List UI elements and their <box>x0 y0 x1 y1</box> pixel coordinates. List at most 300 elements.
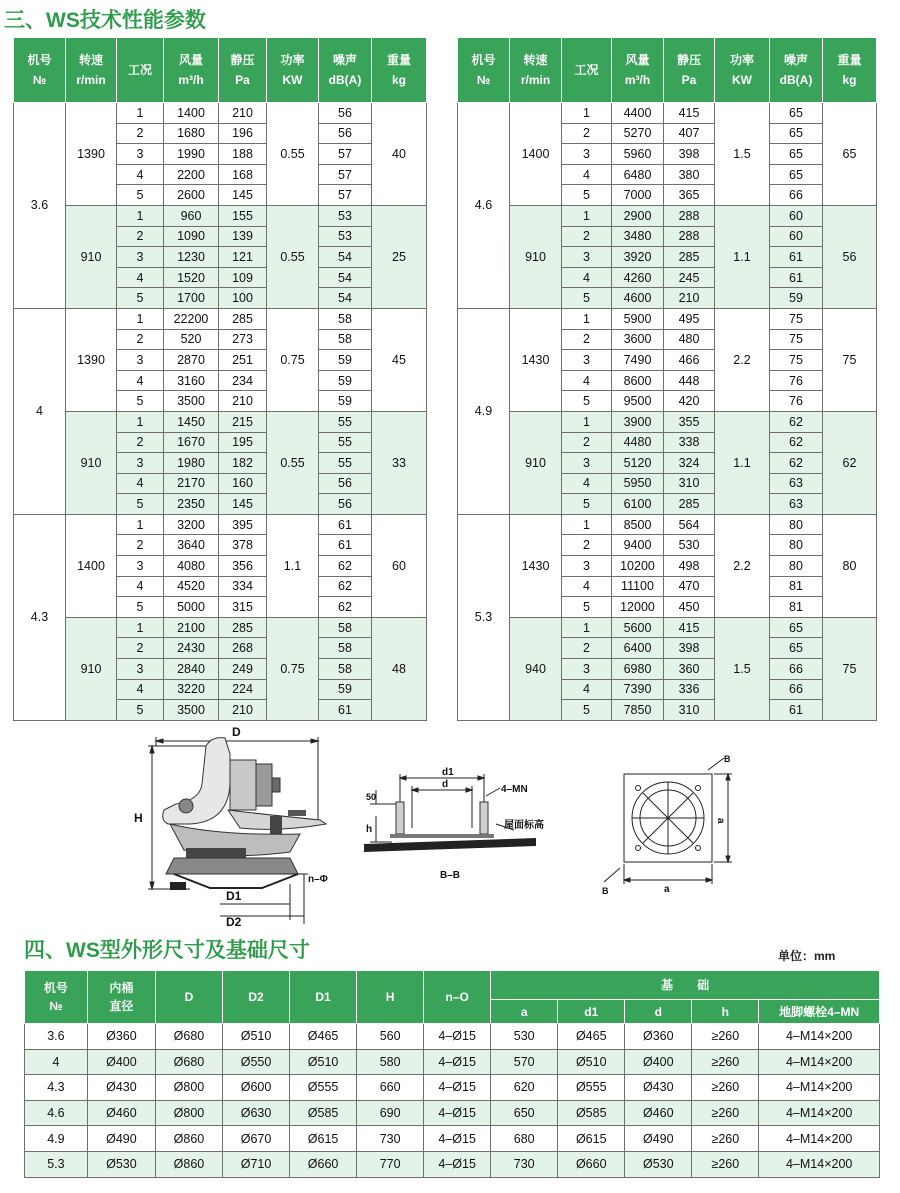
flow-cell: 2870 <box>164 350 219 371</box>
noise-cell: 58 <box>319 638 372 659</box>
power-cell: 1.5 <box>715 103 770 206</box>
plan-dim-a-bottom: a <box>664 884 670 895</box>
noise-cell: 65 <box>770 617 823 638</box>
speed-cell: 910 <box>66 617 117 720</box>
noise-cell: 65 <box>770 638 823 659</box>
pressure-cell: 448 <box>664 370 715 391</box>
pressure-cell: 356 <box>219 556 267 577</box>
pressure-cell: 188 <box>219 144 267 165</box>
mode-cell: 3 <box>117 144 164 165</box>
flow-cell: 8600 <box>612 370 664 391</box>
pressure-cell: 273 <box>219 329 267 350</box>
flow-cell: 1700 <box>164 288 219 309</box>
perf-header-weight: 重量 kg <box>823 38 877 103</box>
pressure-cell: 145 <box>219 185 267 206</box>
mode-cell: 5 <box>117 494 164 515</box>
power-cell: 0.55 <box>267 411 319 514</box>
pressure-cell: 407 <box>664 123 715 144</box>
dim-cell-bolt: 4–M14×200 <box>759 1126 880 1152</box>
noise-cell: 58 <box>319 308 372 329</box>
pressure-cell: 210 <box>664 288 715 309</box>
mode-cell: 4 <box>117 370 164 391</box>
mode-cell: 1 <box>117 103 164 124</box>
speed-cell: 1390 <box>66 103 117 206</box>
dim-header-n-o: n–O <box>424 971 491 1024</box>
pressure-cell: 288 <box>664 205 715 226</box>
dim-cell-a: 620 <box>491 1075 558 1101</box>
pressure-cell: 251 <box>219 350 267 371</box>
noise-cell: 59 <box>319 391 372 412</box>
perf-header-speed: 转速 r/min <box>66 38 117 103</box>
mode-cell: 2 <box>117 123 164 144</box>
perf-header-power: 功率 KW <box>267 38 319 103</box>
perf-header-noise: 噪声 dB(A) <box>319 38 372 103</box>
weight-cell: 80 <box>823 514 877 617</box>
noise-cell: 63 <box>770 473 823 494</box>
dim-cell-no: 4.9 <box>25 1126 88 1152</box>
pressure-cell: 398 <box>664 144 715 165</box>
dim-cell-d1: Ø585 <box>558 1100 625 1126</box>
noise-cell: 55 <box>319 411 372 432</box>
flow-cell: 9500 <box>612 391 664 412</box>
dim-cell-n-o: 4–Ø15 <box>424 1049 491 1075</box>
flow-cell: 1680 <box>164 123 219 144</box>
dim-cell-d: Ø460 <box>625 1100 692 1126</box>
dim-row <box>25 1126 880 1152</box>
weight-cell: 60 <box>372 514 427 617</box>
flow-cell: 7000 <box>612 185 664 206</box>
flow-cell: 520 <box>164 329 219 350</box>
mode-cell: 3 <box>562 247 612 268</box>
pressure-cell: 285 <box>219 308 267 329</box>
mode-cell: 4 <box>562 576 612 597</box>
flow-cell: 4080 <box>164 556 219 577</box>
noise-cell: 81 <box>770 597 823 618</box>
mode-cell: 5 <box>117 185 164 206</box>
mode-cell: 3 <box>562 659 612 680</box>
dim-cell-a: 570 <box>491 1049 558 1075</box>
pressure-cell: 380 <box>664 164 715 185</box>
dimension-table <box>24 970 880 1178</box>
foundation-plan-diagram <box>598 752 748 902</box>
noise-cell: 62 <box>770 411 823 432</box>
noise-cell: 60 <box>770 226 823 247</box>
dim-header-d1: d1 <box>558 1000 625 1024</box>
flow-cell: 1400 <box>164 103 219 124</box>
dim-cell-bolt: 4–M14×200 <box>759 1049 880 1075</box>
flow-cell: 1520 <box>164 267 219 288</box>
dim-cell-D1: Ø615 <box>290 1126 357 1152</box>
pressure-cell: 224 <box>219 679 267 700</box>
power-cell: 2.2 <box>715 514 770 617</box>
mode-cell: 5 <box>562 391 612 412</box>
noise-cell: 61 <box>319 535 372 556</box>
dim-cell-D: Ø860 <box>155 1151 222 1177</box>
mode-cell: 2 <box>562 226 612 247</box>
dim-row <box>25 1075 880 1101</box>
mode-cell: 1 <box>562 103 612 124</box>
machine-no-cell: 4 <box>14 308 66 514</box>
speed-cell: 1430 <box>510 308 562 411</box>
dim-cell-h: ≥260 <box>692 1049 759 1075</box>
dim-cell-bolt: 4–M14×200 <box>759 1151 880 1177</box>
dim-header-D2: D2 <box>223 971 290 1024</box>
section4-title: 四、WS型外形尺寸及基础尺寸 <box>24 939 310 962</box>
machine-no-cell: 4.6 <box>458 103 510 309</box>
perf-header-power: 功率 KW <box>715 38 770 103</box>
mode-cell: 5 <box>562 494 612 515</box>
pressure-cell: 336 <box>664 679 715 700</box>
noise-cell: 61 <box>770 247 823 268</box>
power-cell: 0.55 <box>267 205 319 308</box>
dim-cell-bolt: 4–M14×200 <box>759 1100 880 1126</box>
noise-cell: 59 <box>319 350 372 371</box>
speed-cell: 940 <box>510 617 562 720</box>
perf-header-mode: 工况 <box>562 38 612 103</box>
flow-cell: 22200 <box>164 308 219 329</box>
dim-header-anchor-bolt: 地脚螺栓4–MN <box>759 1000 880 1024</box>
weight-cell: 25 <box>372 205 427 308</box>
flow-cell: 1990 <box>164 144 219 165</box>
pressure-cell: 450 <box>664 597 715 618</box>
perf-header-flow: 风量 m³/h <box>164 38 219 103</box>
noise-cell: 61 <box>319 700 372 721</box>
plan-dim-a-side: a <box>715 818 726 824</box>
pressure-cell: 109 <box>219 267 267 288</box>
pressure-cell: 168 <box>219 164 267 185</box>
perf-row <box>14 103 427 124</box>
noise-cell: 75 <box>770 350 823 371</box>
noise-cell: 62 <box>319 556 372 577</box>
weight-cell: 56 <box>823 205 877 308</box>
weight-cell: 65 <box>823 103 877 206</box>
dim-header-a: a <box>491 1000 558 1024</box>
dim-cell-bolt: 4–M14×200 <box>759 1075 880 1101</box>
flow-cell: 3600 <box>612 329 664 350</box>
speed-cell: 1430 <box>510 514 562 617</box>
noise-cell: 65 <box>770 144 823 165</box>
flow-cell: 5600 <box>612 617 664 638</box>
mode-cell: 3 <box>117 247 164 268</box>
flow-cell: 960 <box>164 205 219 226</box>
noise-cell: 55 <box>319 453 372 474</box>
noise-cell: 75 <box>770 329 823 350</box>
speed-cell: 910 <box>66 411 117 514</box>
noise-cell: 53 <box>319 226 372 247</box>
dim-cell-a: 650 <box>491 1100 558 1126</box>
flow-cell: 3160 <box>164 370 219 391</box>
dim-header-d: d <box>625 1000 692 1024</box>
section3-title: 三、WS技术性能参数 <box>4 9 206 32</box>
dim-cell-d1: Ø465 <box>558 1024 625 1050</box>
flow-cell: 2840 <box>164 659 219 680</box>
mode-cell: 4 <box>117 679 164 700</box>
dim-cell-D2: Ø630 <box>223 1100 290 1126</box>
pressure-cell: 530 <box>664 535 715 556</box>
noise-cell: 56 <box>319 473 372 494</box>
mode-cell: 1 <box>562 308 612 329</box>
perf-row <box>458 308 877 329</box>
bb-dim-50: 50 <box>366 792 377 802</box>
dim-cell-inner: Ø400 <box>87 1049 155 1075</box>
dim-cell-h: ≥260 <box>692 1151 759 1177</box>
mode-cell: 2 <box>117 432 164 453</box>
weight-cell: 75 <box>823 308 877 411</box>
mode-cell: 1 <box>562 617 612 638</box>
dim-cell-n-o: 4–Ø15 <box>424 1024 491 1050</box>
pressure-cell: 310 <box>664 700 715 721</box>
mode-cell: 5 <box>562 700 612 721</box>
noise-cell: 80 <box>770 514 823 535</box>
noise-cell: 80 <box>770 556 823 577</box>
dim-cell-n-o: 4–Ø15 <box>424 1151 491 1177</box>
dim-cell-inner: Ø490 <box>87 1126 155 1152</box>
power-cell: 1.1 <box>715 411 770 514</box>
bb-label-4mn: 4–MN <box>501 784 528 795</box>
dim-cell-no: 5.3 <box>25 1151 88 1177</box>
dim-cell-inner: Ø360 <box>87 1024 155 1050</box>
flow-cell: 2170 <box>164 473 219 494</box>
pressure-cell: 310 <box>664 473 715 494</box>
flow-cell: 11100 <box>612 576 664 597</box>
dim-header-no: 机号 № <box>25 971 88 1024</box>
flow-cell: 12000 <box>612 597 664 618</box>
speed-cell: 910 <box>66 205 117 308</box>
dim-cell-D: Ø680 <box>155 1024 222 1050</box>
noise-cell: 55 <box>319 432 372 453</box>
mode-cell: 4 <box>562 473 612 494</box>
mode-cell: 2 <box>562 535 612 556</box>
pressure-cell: 195 <box>219 432 267 453</box>
speed-cell: 1390 <box>66 308 117 411</box>
flow-cell: 2600 <box>164 185 219 206</box>
flow-cell: 3200 <box>164 514 219 535</box>
dim-cell-a: 680 <box>491 1126 558 1152</box>
mode-cell: 4 <box>117 267 164 288</box>
mode-cell: 4 <box>117 473 164 494</box>
noise-cell: 62 <box>319 576 372 597</box>
perf-header-mode: 工况 <box>117 38 164 103</box>
machine-no-cell: 4.9 <box>458 308 510 514</box>
pressure-cell: 415 <box>664 103 715 124</box>
noise-cell: 58 <box>319 617 372 638</box>
speed-cell: 910 <box>510 411 562 514</box>
perf-row <box>458 514 877 535</box>
dim-cell-D1: Ø555 <box>290 1075 357 1101</box>
pressure-cell: 160 <box>219 473 267 494</box>
pressure-cell: 365 <box>664 185 715 206</box>
weight-cell: 33 <box>372 411 427 514</box>
flow-cell: 3920 <box>612 247 664 268</box>
dim-cell-a: 730 <box>491 1151 558 1177</box>
dim-header-D: D <box>155 971 222 1024</box>
perf-header-speed: 转速 r/min <box>510 38 562 103</box>
bb-label-roof-level: 屋面标高 <box>504 820 544 831</box>
fan-elevation-diagram <box>130 724 340 930</box>
mode-cell: 3 <box>117 350 164 371</box>
dim-cell-D2: Ø710 <box>223 1151 290 1177</box>
dim-cell-inner: Ø530 <box>87 1151 155 1177</box>
perf-row <box>14 308 427 329</box>
perf-header-pressure: 静压 Pa <box>219 38 267 103</box>
mode-cell: 4 <box>562 267 612 288</box>
pressure-cell: 395 <box>219 514 267 535</box>
noise-cell: 59 <box>319 679 372 700</box>
speed-cell: 910 <box>510 205 562 308</box>
mode-cell: 2 <box>562 123 612 144</box>
noise-cell: 57 <box>319 144 372 165</box>
flow-cell: 1450 <box>164 411 219 432</box>
pressure-cell: 145 <box>219 494 267 515</box>
flow-cell: 4400 <box>612 103 664 124</box>
perf-header-pressure: 静压 Pa <box>664 38 715 103</box>
flow-cell: 8500 <box>612 514 664 535</box>
fan-dim-H: H <box>134 811 143 825</box>
flow-cell: 4480 <box>612 432 664 453</box>
dim-header-foundation: 基 础 <box>491 971 880 1000</box>
mode-cell: 3 <box>562 350 612 371</box>
dim-cell-bolt: 4–M14×200 <box>759 1024 880 1050</box>
dim-cell-no: 4.6 <box>25 1100 88 1126</box>
mode-cell: 4 <box>117 164 164 185</box>
mode-cell: 2 <box>117 638 164 659</box>
pressure-cell: 288 <box>664 226 715 247</box>
noise-cell: 65 <box>770 164 823 185</box>
mode-cell: 1 <box>562 514 612 535</box>
noise-cell: 76 <box>770 370 823 391</box>
dim-cell-n-o: 4–Ø15 <box>424 1075 491 1101</box>
machine-no-cell: 3.6 <box>14 103 66 309</box>
dim-cell-d: Ø400 <box>625 1049 692 1075</box>
pressure-cell: 285 <box>664 247 715 268</box>
pressure-cell: 285 <box>664 494 715 515</box>
dim-row <box>25 1100 880 1126</box>
weight-cell: 62 <box>823 411 877 514</box>
mode-cell: 1 <box>117 308 164 329</box>
noise-cell: 58 <box>319 659 372 680</box>
pressure-cell: 234 <box>219 370 267 391</box>
mode-cell: 1 <box>117 205 164 226</box>
flow-cell: 4520 <box>164 576 219 597</box>
dim-cell-inner: Ø460 <box>87 1100 155 1126</box>
dim-header-inner-diameter: 内桶 直径 <box>87 971 155 1024</box>
dim-cell-D2: Ø600 <box>223 1075 290 1101</box>
pressure-cell: 495 <box>664 308 715 329</box>
noise-cell: 57 <box>319 164 372 185</box>
pressure-cell: 285 <box>219 617 267 638</box>
power-cell: 1.1 <box>715 205 770 308</box>
dim-cell-d: Ø490 <box>625 1126 692 1152</box>
flow-cell: 5960 <box>612 144 664 165</box>
pressure-cell: 121 <box>219 247 267 268</box>
pressure-cell: 268 <box>219 638 267 659</box>
power-cell: 0.75 <box>267 308 319 411</box>
mode-cell: 3 <box>117 453 164 474</box>
pressure-cell: 466 <box>664 350 715 371</box>
noise-cell: 62 <box>770 432 823 453</box>
pressure-cell: 398 <box>664 638 715 659</box>
foundation-section-diagram <box>360 766 560 886</box>
dim-cell-no: 3.6 <box>25 1024 88 1050</box>
mode-cell: 3 <box>117 556 164 577</box>
dim-cell-H: 690 <box>357 1100 424 1126</box>
mode-cell: 2 <box>117 226 164 247</box>
perf-row <box>14 205 427 226</box>
noise-cell: 53 <box>319 205 372 226</box>
machine-no-cell: 5.3 <box>458 514 510 720</box>
noise-cell: 76 <box>770 391 823 412</box>
pressure-cell: 420 <box>664 391 715 412</box>
noise-cell: 54 <box>319 267 372 288</box>
mode-cell: 2 <box>562 638 612 659</box>
dim-cell-H: 770 <box>357 1151 424 1177</box>
flow-cell: 5270 <box>612 123 664 144</box>
noise-cell: 57 <box>319 185 372 206</box>
flow-cell: 7490 <box>612 350 664 371</box>
noise-cell: 61 <box>770 700 823 721</box>
fan-dim-D1: D1 <box>226 889 242 903</box>
dim-cell-d1: Ø660 <box>558 1151 625 1177</box>
perf-row <box>14 411 427 432</box>
dim-cell-D: Ø860 <box>155 1126 222 1152</box>
noise-cell: 62 <box>319 597 372 618</box>
noise-cell: 54 <box>319 247 372 268</box>
pressure-cell: 315 <box>219 597 267 618</box>
power-cell: 0.75 <box>267 617 319 720</box>
fan-dim-D2: D2 <box>226 915 242 929</box>
noise-cell: 56 <box>319 494 372 515</box>
dim-row <box>25 1024 880 1050</box>
mode-cell: 1 <box>117 617 164 638</box>
flow-cell: 3640 <box>164 535 219 556</box>
mode-cell: 3 <box>117 659 164 680</box>
flow-cell: 1230 <box>164 247 219 268</box>
mode-cell: 2 <box>562 432 612 453</box>
dim-cell-d: Ø360 <box>625 1024 692 1050</box>
mode-cell: 4 <box>562 679 612 700</box>
perf-row <box>458 205 877 226</box>
dim-cell-d1: Ø555 <box>558 1075 625 1101</box>
bb-dim-d1: d1 <box>442 767 454 778</box>
flow-cell: 5000 <box>164 597 219 618</box>
dim-cell-D1: Ø510 <box>290 1049 357 1075</box>
power-cell: 1.1 <box>267 514 319 617</box>
mode-cell: 1 <box>562 205 612 226</box>
dim-cell-no: 4 <box>25 1049 88 1075</box>
noise-cell: 56 <box>319 123 372 144</box>
noise-cell: 81 <box>770 576 823 597</box>
perf-row <box>458 617 877 638</box>
flow-cell: 2100 <box>164 617 219 638</box>
pressure-cell: 564 <box>664 514 715 535</box>
dim-cell-n-o: 4–Ø15 <box>424 1100 491 1126</box>
mode-cell: 5 <box>117 391 164 412</box>
dim-cell-D: Ø680 <box>155 1049 222 1075</box>
plan-section-mark-top: B <box>724 754 731 764</box>
dim-cell-D: Ø800 <box>155 1075 222 1101</box>
dim-cell-H: 560 <box>357 1024 424 1050</box>
noise-cell: 75 <box>770 308 823 329</box>
dim-row <box>25 1049 880 1075</box>
bb-dim-h: h <box>366 824 373 835</box>
noise-cell: 65 <box>770 123 823 144</box>
power-cell: 1.5 <box>715 617 770 720</box>
pressure-cell: 215 <box>219 411 267 432</box>
pressure-cell: 245 <box>664 267 715 288</box>
dim-cell-h: ≥260 <box>692 1075 759 1101</box>
flow-cell: 1670 <box>164 432 219 453</box>
pressure-cell: 360 <box>664 659 715 680</box>
